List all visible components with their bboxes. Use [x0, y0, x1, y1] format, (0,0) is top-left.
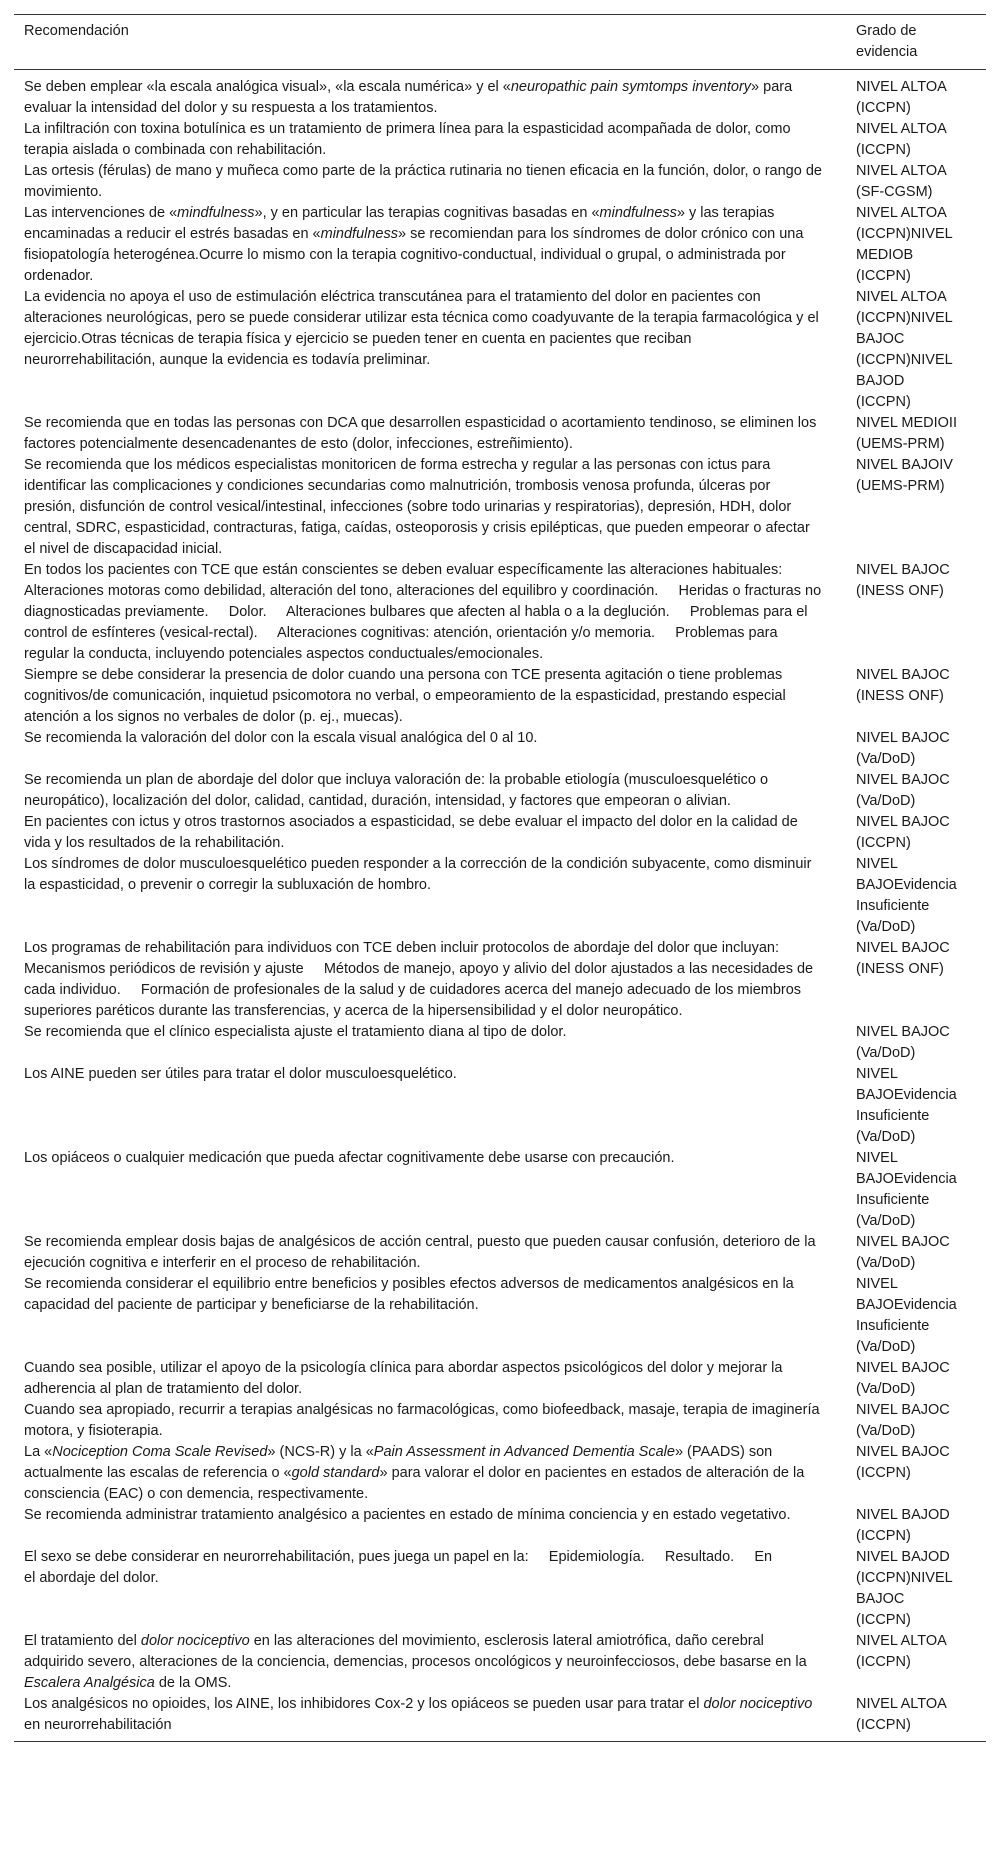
text-segment: Las ortesis (férulas) de mano y muñeca como parte de la práctica rutinaria no tienen eficacia en la función, dolor, o rango de movimiento.	[24, 163, 822, 200]
text-segment: » para valorar el dolor en pacientes en estados de alteración de la consciencia (EAC) o con demencia, respectivamente.	[24, 1465, 805, 1502]
text-segment: Cuando sea apropiado, recurrir a terapias analgésicas no farmacológicas, como biofeedback, masaje, terapia de imaginería motora, y fisioterapia.	[24, 1402, 820, 1439]
text-segment: El tratamiento del	[24, 1633, 141, 1649]
evidence-grade-line: NIVEL	[856, 1066, 898, 1082]
table-row	[14, 1022, 986, 1064]
recommendation-cell	[14, 1274, 832, 1358]
text-segment: Se deben emplear «la escala analógica visual», «la escala numérica» y el «	[24, 79, 511, 95]
text-segment: El sexo se debe considerar en neurorrehabilitación, pues juega un papel en la:	[24, 1549, 529, 1565]
evidence-grade-line: (ICCPN)	[856, 1612, 911, 1628]
table-row	[14, 1442, 986, 1505]
sub-item: Resultado.	[664, 1549, 735, 1565]
evidence-grade-cell	[832, 560, 986, 665]
text-segment: Se recomienda administrar tratamiento analgésico a pacientes en estado de mínima conciencia y en estado vegetativo.	[24, 1507, 791, 1523]
evidence-grade-cell	[832, 1274, 986, 1358]
evidence-grade-line: NIVEL	[856, 1276, 898, 1292]
evidence-grade-line: (ICCPN)	[856, 268, 911, 284]
evidence-grade-line: BAJOC	[856, 1591, 905, 1607]
evidence-grade-line: BAJOEvidencia	[856, 877, 957, 893]
recommendation-cell	[14, 1442, 832, 1505]
evidence-grade-cell	[832, 1694, 986, 1742]
table-row	[14, 770, 986, 812]
evidence-grade-line: Insuficiente	[856, 1108, 930, 1124]
recommendation-cell	[14, 770, 832, 812]
text-segment: Los analgésicos no opioides, los AINE, los inhibidores Cox-2 y los opiáceos se pueden usar para tratar el	[24, 1696, 704, 1712]
table-row	[14, 1274, 986, 1358]
table-header-row	[14, 15, 986, 70]
table-row	[14, 854, 986, 938]
table-row	[14, 1232, 986, 1274]
text-segment: Los programas de rehabilitación para individuos con TCE deben incluir protocolos de abordaje del dolor que incluyan:	[24, 940, 780, 956]
recommendation-cell	[14, 728, 832, 770]
evidence-grade-cell	[832, 1358, 986, 1400]
evidence-grade-line: NIVEL BAJOC	[856, 1402, 950, 1418]
evidence-grade-cell	[832, 1022, 986, 1064]
evidence-grade-cell	[832, 770, 986, 812]
table-row	[14, 455, 986, 560]
recommendation-cell	[14, 70, 832, 120]
evidence-grade-line: NIVEL MEDIOII	[856, 415, 957, 431]
evidence-grade-line: NIVEL ALTOA	[856, 289, 947, 305]
text-segment: » se recomiendan para los síndromes de dolor crónico con una fisiopatología heterogénea.Ocurre lo mismo con la terapia cognitivo-conductual, individual o grupal, o administrada por ordenador.	[24, 226, 804, 284]
evidence-grade-cell	[832, 854, 986, 938]
table-row	[14, 1148, 986, 1232]
evidence-grade-line: Insuficiente	[856, 1318, 930, 1334]
italic-term: dolor nociceptivo	[140, 1633, 250, 1649]
text-segment: » para evaluar la intensidad del dolor y su respuesta a los tratamientos.	[24, 79, 793, 116]
evidence-grade-line: MEDIOB	[856, 247, 914, 263]
evidence-grade-line: NIVEL	[856, 856, 898, 872]
evidence-grade-cell	[832, 1547, 986, 1631]
sub-item: Alteraciones bulbares que afecten al habla o a la deglución.	[285, 604, 670, 620]
evidence-grade-cell	[832, 1232, 986, 1274]
table-row	[14, 665, 986, 728]
table-row	[14, 1400, 986, 1442]
table-row	[14, 560, 986, 665]
recommendation-cell	[14, 1232, 832, 1274]
evidence-grade-cell	[832, 161, 986, 203]
evidence-grade-line: (ICCPN)	[856, 1528, 911, 1544]
evidence-grade-line: (UEMS-PRM)	[856, 478, 945, 494]
evidence-grade-line: NIVEL ALTOA	[856, 1696, 947, 1712]
evidence-grade-line: (ICCPN)	[856, 100, 911, 116]
recommendations-table	[14, 14, 986, 1742]
recommendation-cell	[14, 1400, 832, 1442]
table-row	[14, 1547, 986, 1631]
evidence-grade-line: (Va/DoD)	[856, 1381, 916, 1397]
recommendation-cell	[14, 1358, 832, 1400]
evidence-grade-cell	[832, 1064, 986, 1148]
table-row	[14, 1358, 986, 1400]
evidence-grade-line: NIVEL BAJOIV	[856, 457, 953, 473]
recommendation-cell	[14, 1631, 832, 1694]
evidence-grade-line: NIVEL	[856, 1150, 898, 1166]
evidence-grade-line: NIVEL ALTOA	[856, 163, 947, 179]
recommendation-cell	[14, 1505, 832, 1547]
evidence-grade-line: (ICCPN)	[856, 1717, 911, 1733]
header-grade	[832, 15, 986, 70]
evidence-grade-line: NIVEL BAJOC	[856, 940, 950, 956]
evidence-grade-line: BAJOD	[856, 373, 905, 389]
evidence-grade-line: NIVEL BAJOD	[856, 1549, 950, 1565]
text-segment: Se recomienda que en todas las personas con DCA que desarrollen espasticidad o acortamiento tendinoso, se eliminen los factores potencialmente desencadenantes de esto (dolor, infecciones, estreñimiento).	[24, 415, 817, 452]
italic-term: Escalera Analgésica	[24, 1675, 155, 1691]
text-segment: Los opiáceos o cualquier medicación que pueda afectar cognitivamente debe usarse con precaución.	[24, 1150, 675, 1166]
evidence-grade-line: (ICCPN)	[856, 142, 911, 158]
recommendation-cell	[14, 1022, 832, 1064]
italic-term: mindfulness	[320, 226, 398, 242]
text-segment: Se recomienda un plan de abordaje del dolor que incluya valoración de: la probable etiología (musculoesquelético o neuropático), localización del dolor, calidad, cantidad, duración, intensidad, y factores que empeoran o alivian.	[24, 772, 769, 809]
evidence-grade-line: NIVEL BAJOC	[856, 1024, 950, 1040]
table-row	[14, 728, 986, 770]
evidence-grade-cell	[832, 665, 986, 728]
evidence-grade-line: (Va/DoD)	[856, 1045, 916, 1061]
recommendation-cell	[14, 1148, 832, 1232]
table-body	[14, 70, 986, 1742]
recommendation-cell	[14, 161, 832, 203]
evidence-grade-cell	[832, 728, 986, 770]
sub-item: Problemas para el control de esfínteres (vesical-rectal).	[24, 604, 808, 641]
recommendation-cell	[14, 1547, 832, 1631]
evidence-grade-line: BAJOEvidencia	[856, 1171, 957, 1187]
evidence-grade-line: BAJOEvidencia	[856, 1087, 957, 1103]
evidence-grade-line: NIVEL ALTOA	[856, 205, 947, 221]
italic-term: Pain Assessment in Advanced Dementia Scale	[373, 1444, 675, 1460]
text-segment: Se recomienda que el clínico especialista ajuste el tratamiento diana al tipo de dolor.	[24, 1024, 567, 1040]
recommendation-cell	[14, 203, 832, 287]
evidence-grade-line: (Va/DoD)	[856, 919, 916, 935]
sub-item: Métodos de manejo, apoyo y alivio del dolor ajustados a las necesidades de cada individuo.	[24, 961, 814, 998]
sub-item: Alteraciones cognitivas: atención, orientación y/o memoria.	[277, 625, 656, 641]
recommendation-cell	[14, 854, 832, 938]
italic-term: neuropathic pain symtomps inventory	[510, 79, 752, 95]
sub-item: Problemas para regular la conducta, incluyendo potenciales aspectos conductuales/emocionales.	[24, 625, 778, 662]
recommendation-cell	[14, 1064, 832, 1148]
text-segment: Se recomienda que los médicos especialistas monitoricen de forma estrecha y regular a las personas con ictus para identificar las complicaciones y condiciones secundarias como malnutrición, trombosis venosa profunda, úlceras por presión, disfunción de control vesical/intestinal, infecciones (sobre todo urinarias y respiratorias), depresión, HDH, dolor central, SDRC, espasticidad, contracturas, fatiga, caídas, osteoporosis y crisis epilépticas, que pueden empeorar o afectar el nivel de discapacidad inicial.	[24, 457, 810, 557]
table-row	[14, 1694, 986, 1742]
evidence-grade-line: NIVEL BAJOC	[856, 1444, 950, 1460]
recommendation-cell	[14, 413, 832, 455]
evidence-grade-line: (Va/DoD)	[856, 793, 916, 809]
text-segment: de la OMS.	[154, 1675, 232, 1691]
evidence-grade-line: (UEMS-PRM)	[856, 436, 945, 452]
evidence-grade-line: (Va/DoD)	[856, 1129, 916, 1145]
sub-item: Mecanismos periódicos de revisión y ajuste	[24, 961, 304, 977]
evidence-grade-line: (INESS ONF)	[856, 688, 944, 704]
table-row	[14, 812, 986, 854]
text-segment: » y las terapias encaminadas a reducir el estrés basadas en «	[24, 205, 775, 242]
recommendation-cell	[14, 119, 832, 161]
table-row	[14, 119, 986, 161]
evidence-grade-line: (Va/DoD)	[856, 1339, 916, 1355]
evidence-grade-line: Insuficiente	[856, 898, 930, 914]
sub-item: Heridas o fracturas no diagnosticadas previamente.	[24, 583, 822, 620]
text-segment: Cuando sea posible, utilizar el apoyo de la psicología clínica para abordar aspectos psicológicos del dolor y mejorar la adherencia al plan de tratamiento del dolor.	[24, 1360, 783, 1397]
evidence-grade-line: NIVEL BAJOC	[856, 562, 950, 578]
recommendation-cell	[14, 560, 832, 665]
header-grade-line1: Grado de	[856, 23, 917, 39]
evidence-grade-line: (ICCPN)	[856, 1654, 911, 1670]
italic-term: mindfulness	[599, 205, 677, 221]
sub-item: Formación de profesionales de la salud y de cuidadores acerca del manejo adecuado de los miembros superiores paréticos durante las transferencias, y acerca de la hipersensibilidad y el dolor neuropático.	[24, 982, 802, 1019]
table-row	[14, 413, 986, 455]
evidence-grade-cell	[832, 1442, 986, 1505]
recommendation-cell	[14, 938, 832, 1022]
text-segment: Las intervenciones de «	[24, 205, 178, 221]
table-row	[14, 287, 986, 413]
evidence-grade-line: (INESS ONF)	[856, 961, 944, 977]
evidence-grade-line: Insuficiente	[856, 1192, 930, 1208]
text-segment: Los síndromes de dolor musculoesquelético pueden responder a la corrección de la condición subyacente, como disminuir la espasticidad, o prevenir o corregir la subluxación de hombro.	[24, 856, 812, 893]
recommendations-table-container	[14, 14, 986, 1742]
table-row	[14, 203, 986, 287]
text-segment: La «	[24, 1444, 53, 1460]
text-segment: en neurorrehabilitación	[24, 1717, 172, 1733]
sub-item: En el abordaje del dolor.	[24, 1549, 773, 1586]
evidence-grade-line: NIVEL ALTOA	[856, 1633, 947, 1649]
text-segment: Se recomienda emplear dosis bajas de analgésicos de acción central, puesto que pueden causar confusión, deterioro de la ejecución cognitiva e interferir en el proceso de rehabilitación.	[24, 1234, 816, 1271]
evidence-grade-cell	[832, 1148, 986, 1232]
table-row	[14, 1631, 986, 1694]
evidence-grade-line: NIVEL BAJOC	[856, 772, 950, 788]
evidence-grade-cell	[832, 1400, 986, 1442]
evidence-grade-cell	[832, 1631, 986, 1694]
evidence-grade-cell	[832, 203, 986, 287]
sub-item: Dolor.	[228, 604, 267, 620]
sub-item: Epidemiología.	[548, 1549, 645, 1565]
evidence-grade-line: NIVEL BAJOC	[856, 730, 950, 746]
text-segment: Siempre se debe considerar la presencia de dolor cuando una persona con TCE presenta agitación o tiene problemas cognitivos/de comunicación, inquietud psicomotora no verbal, o empeoramiento de la espasticidad, prestando especial atención a los signos no verbales de dolor (p. ej., muecas).	[24, 667, 786, 725]
evidence-grade-line: (ICCPN)	[856, 1465, 911, 1481]
evidence-grade-cell	[832, 287, 986, 413]
evidence-grade-line: NIVEL ALTOA	[856, 79, 947, 95]
italic-term: Nociception Coma Scale Revised	[52, 1444, 268, 1460]
recommendation-cell	[14, 287, 832, 413]
italic-term: dolor nociceptivo	[703, 1696, 813, 1712]
italic-term: mindfulness	[177, 205, 255, 221]
text-segment: La evidencia no apoya el uso de estimulación eléctrica transcutánea para el tratamiento del dolor en pacientes con alteraciones neurológicas, pero se puede considerar utilizar esta técnica como coadyuvante de la terapia farmacológica y el ejercicio.Otras técnicas de terapia física y ejercicio se pueden tener en cuenta en pacientes que reciban neurorrehabilitación, aunque la evidencia es todavía preliminar.	[24, 289, 819, 368]
text-segment: », y en particular las terapias cognitivas basadas en «	[254, 205, 600, 221]
evidence-grade-line: (ICCPN)NIVEL	[856, 1570, 953, 1586]
evidence-grade-cell	[832, 70, 986, 120]
text-segment: Se recomienda la valoración del dolor con la escala visual analógica del 0 al 10.	[24, 730, 538, 746]
evidence-grade-cell	[832, 455, 986, 560]
evidence-grade-line: NIVEL BAJOD	[856, 1507, 950, 1523]
table-row	[14, 938, 986, 1022]
text-segment: » (NCS-R) y la «	[267, 1444, 374, 1460]
evidence-grade-cell	[832, 1505, 986, 1547]
evidence-grade-line: NIVEL BAJOC	[856, 667, 950, 683]
evidence-grade-line: (Va/DoD)	[856, 1213, 916, 1229]
evidence-grade-cell	[832, 119, 986, 161]
recommendation-cell	[14, 1694, 832, 1742]
text-segment: » (PAADS) son actualmente las escalas de referencia o «	[24, 1444, 773, 1481]
text-segment: En pacientes con ictus y otros trastornos asociados a espasticidad, se debe evaluar el impacto del dolor en la calidad de vida y los resultados de la rehabilitación.	[24, 814, 798, 851]
evidence-grade-cell	[832, 938, 986, 1022]
text-segment: en las alteraciones del movimiento, esclerosis lateral amiotrófica, daño cerebral adquirido severo, alteraciones de la conciencia, demencias, procesos oncológicos y neuroinfecciosos, debe basarse en la	[24, 1633, 807, 1670]
text-segment: Se recomienda considerar el equilibrio entre beneficios y posibles efectos adversos de medicamentos analgésicos en la capacidad del paciente de participar y beneficiarse de la rehabilitación.	[24, 1276, 794, 1313]
evidence-grade-line: (Va/DoD)	[856, 751, 916, 767]
text-segment: En todos los pacientes con TCE que están conscientes se deben evaluar específicamente las alteraciones habituales:	[24, 562, 783, 578]
evidence-grade-line: (ICCPN)	[856, 394, 911, 410]
header-recommendation: Recomendación	[24, 23, 129, 39]
evidence-grade-line: (ICCPN)NIVEL	[856, 310, 953, 326]
evidence-grade-line: (Va/DoD)	[856, 1423, 916, 1439]
table-row	[14, 1505, 986, 1547]
evidence-grade-cell	[832, 812, 986, 854]
evidence-grade-line: BAJOC	[856, 331, 905, 347]
evidence-grade-line: (ICCPN)	[856, 835, 911, 851]
evidence-grade-line: NIVEL ALTOA	[856, 121, 947, 137]
evidence-grade-line: (Va/DoD)	[856, 1255, 916, 1271]
table-row	[14, 70, 986, 120]
evidence-grade-line: BAJOEvidencia	[856, 1297, 957, 1313]
header-grade-line2: evidencia	[856, 44, 918, 60]
evidence-grade-line: (INESS ONF)	[856, 583, 944, 599]
table-row	[14, 1064, 986, 1148]
italic-term: gold standard	[291, 1465, 380, 1481]
evidence-grade-line: (SF-CGSM)	[856, 184, 933, 200]
recommendation-cell	[14, 455, 832, 560]
evidence-grade-line: NIVEL BAJOC	[856, 1360, 950, 1376]
evidence-grade-line: (ICCPN)NIVEL	[856, 226, 953, 242]
table-row	[14, 161, 986, 203]
sub-item: Alteraciones motoras como debilidad, alteración del tono, alteraciones del equilibro y coordinación.	[24, 583, 659, 599]
recommendation-cell	[14, 812, 832, 854]
evidence-grade-line: (ICCPN)NIVEL	[856, 352, 953, 368]
text-segment: La infiltración con toxina botulínica es un tratamiento de primera línea para la espasticidad acompañada de dolor, como terapia aislada o combinada con rehabilitación.	[24, 121, 791, 158]
evidence-grade-line: NIVEL BAJOC	[856, 1234, 950, 1250]
text-segment: Los AINE pueden ser útiles para tratar el dolor musculoesquelético.	[24, 1066, 457, 1082]
evidence-grade-line: NIVEL BAJOC	[856, 814, 950, 830]
recommendation-cell	[14, 665, 832, 728]
evidence-grade-cell	[832, 413, 986, 455]
